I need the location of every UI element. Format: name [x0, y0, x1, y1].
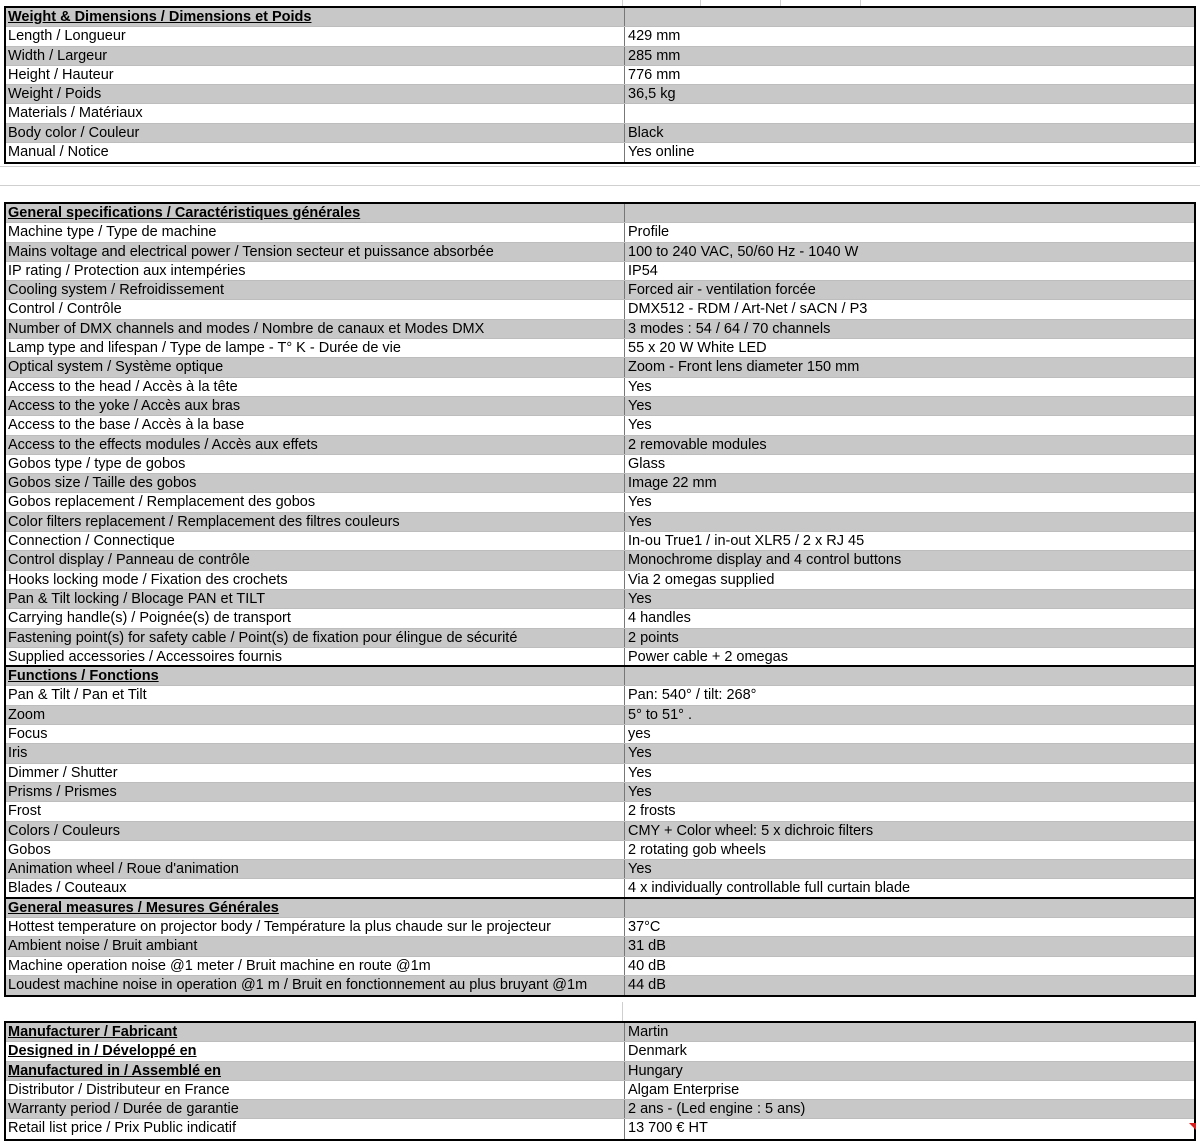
spec-label: Colors / Couleurs	[6, 822, 625, 840]
spec-row	[6, 281, 1194, 300]
spec-value: 2 ans - (Led engine : 5 ans)	[628, 1101, 806, 1118]
spec-value: 2 rotating gob wheels	[628, 841, 766, 858]
spec-label: Ambient noise / Bruit ambiant	[6, 937, 625, 955]
spec-value: 55 x 20 W White LED	[628, 340, 767, 357]
spec-value: Power cable + 2 omegas	[628, 648, 788, 665]
spec-label: Cooling system / Refroidissement	[6, 281, 625, 299]
spec-label: Access to the base / Accès à la base	[6, 416, 625, 434]
spec-row	[6, 104, 1194, 123]
spec-label: Prisms / Prismes	[6, 783, 625, 801]
section-header-row	[6, 8, 1194, 27]
spec-label: Width / Largeur	[6, 47, 625, 65]
spec-label: Body color / Couleur	[6, 124, 625, 142]
spec-row	[6, 243, 1194, 262]
section-manufacturer	[4, 1021, 1196, 1141]
spec-label: Retail list price / Prix Public indicatif	[6, 1119, 625, 1138]
spec-value: Via 2 omegas supplied	[628, 571, 775, 588]
spec-value	[625, 667, 1194, 685]
spec-value: 40 dB	[628, 957, 666, 974]
spec-value: 13 700 € HT	[628, 1120, 708, 1137]
spec-row	[6, 860, 1194, 879]
spec-label: Gobos	[6, 841, 625, 859]
spec-label: Gobos replacement / Remplacement des gobos	[6, 493, 625, 511]
spec-row	[6, 85, 1194, 104]
spec-value: 429 mm	[628, 28, 681, 45]
spec-row	[6, 609, 1194, 628]
spec-row	[6, 590, 1194, 609]
section-header-row	[6, 899, 1194, 918]
spec-label: Loudest machine noise in operation @1 m / Bruit en fonctionnement au plus bruyant @1m	[6, 976, 625, 995]
spec-value	[625, 8, 1194, 26]
spec-label: Gobos size / Taille des gobos	[6, 474, 625, 492]
spec-row	[6, 725, 1194, 744]
spec-value: 2 points	[628, 629, 679, 646]
spec-label: Blades / Couteaux	[6, 879, 625, 896]
spec-label: Focus	[6, 725, 625, 743]
spec-row	[6, 300, 1194, 319]
spec-label: Optical system / Système optique	[6, 358, 625, 376]
spec-row	[6, 937, 1194, 956]
spec-label: Hottest temperature on projector body / Température la plus chaude sur le projecteur	[6, 918, 625, 936]
spec-label: Manual / Notice	[6, 143, 625, 162]
spec-value	[625, 899, 1194, 917]
section-header-row	[6, 667, 1194, 686]
spec-label: Control / Contrôle	[6, 300, 625, 318]
spec-label: Hooks locking mode / Fixation des crochets	[6, 571, 625, 589]
spec-label: General specifications / Caractéristiques générales	[6, 204, 625, 222]
spec-label: Height / Hauteur	[6, 66, 625, 84]
spec-value: 776 mm	[628, 66, 681, 83]
spec-label: General measures / Mesures Générales	[6, 899, 625, 917]
spec-value: Martin	[628, 1024, 669, 1040]
spec-label: Connection / Connectique	[6, 532, 625, 550]
spec-label: Animation wheel / Roue d'animation	[6, 860, 625, 878]
section-header-row	[6, 1023, 1194, 1042]
spec-value: Black	[628, 124, 664, 141]
spec-row	[6, 378, 1194, 397]
spec-value: Yes	[628, 783, 652, 800]
spec-value: DMX512 - RDM / Art-Net / sACN / P3	[628, 301, 868, 318]
spec-label: IP rating / Protection aux intempéries	[6, 262, 625, 280]
spec-row	[6, 879, 1194, 898]
spec-value: IP54	[628, 262, 658, 279]
spec-value: Yes	[628, 590, 652, 607]
section-header-row	[6, 204, 1194, 223]
spec-row	[6, 436, 1194, 455]
spec-row	[6, 493, 1194, 512]
spec-row	[6, 513, 1194, 532]
spec-label: Mains voltage and electrical power / Tension secteur et puissance absorbée	[6, 243, 625, 261]
spec-value: Yes	[628, 417, 652, 434]
spec-row	[6, 532, 1194, 551]
spec-label: Dimmer / Shutter	[6, 764, 625, 782]
spec-label: Manufactured in / Assemblé en	[6, 1062, 625, 1080]
spec-value: Algam Enterprise	[628, 1081, 740, 1098]
spec-value: 36,5 kg	[628, 86, 676, 103]
spec-value: 44 dB	[628, 976, 666, 993]
spec-row	[6, 841, 1194, 860]
spec-label: Control display / Panneau de contrôle	[6, 551, 625, 569]
spec-row	[6, 648, 1194, 667]
spec-row	[6, 358, 1194, 377]
spec-label: Weight / Poids	[6, 85, 625, 103]
spec-value: 100 to 240 VAC, 50/60 Hz - 1040 W	[628, 243, 859, 260]
spec-value: 2 frosts	[628, 803, 676, 820]
spec-label: Distributor / Distributeur en France	[6, 1081, 625, 1099]
spec-value: Yes	[628, 513, 652, 530]
spec-value: CMY + Color wheel: 5 x dichroic filters	[628, 822, 874, 839]
spec-label: Weight & Dimensions / Dimensions et Poids	[6, 8, 625, 26]
spec-row	[6, 957, 1194, 976]
spec-row	[6, 47, 1194, 66]
spec-row	[6, 262, 1194, 281]
spec-row	[6, 551, 1194, 570]
gap-gridline	[0, 166, 1200, 167]
spec-value: 4 handles	[628, 610, 691, 627]
spec-value: Glass	[628, 455, 666, 472]
spec-value: 31 dB	[628, 938, 666, 955]
spec-value: Zoom - Front lens diameter 150 mm	[628, 359, 860, 376]
spec-value: 2 removable modules	[628, 436, 767, 453]
section-weight-dimensions	[4, 6, 1196, 164]
spec-value: Yes	[628, 764, 652, 781]
spec-value: Yes online	[628, 144, 695, 161]
spec-row	[6, 143, 1194, 162]
spec-label: Functions / Fonctions	[6, 667, 625, 685]
spec-value: 3 modes : 54 / 64 / 70 channels	[628, 320, 831, 337]
spec-label: Carrying handle(s) / Poignée(s) de transport	[6, 609, 625, 627]
spec-value: Monochrome display and 4 control buttons	[628, 552, 902, 569]
spec-value: Yes	[628, 494, 652, 511]
spec-row	[6, 455, 1194, 474]
spec-row	[6, 320, 1194, 339]
spec-label: Warranty period / Durée de garantie	[6, 1100, 625, 1118]
spec-row	[6, 474, 1194, 493]
spec-label: Machine operation noise @1 meter / Bruit machine en route @1m	[6, 957, 625, 975]
spec-row	[6, 223, 1194, 242]
spec-value: yes	[628, 726, 651, 743]
spec-value: 4 x individually controllable full curtain blade	[628, 880, 911, 897]
spec-value: 285 mm	[628, 47, 681, 64]
spec-label: Iris	[6, 744, 625, 762]
spec-label: Zoom	[6, 706, 625, 724]
spec-row	[6, 571, 1194, 590]
spec-row	[6, 976, 1194, 995]
spec-label: Frost	[6, 802, 625, 820]
spec-value: Denmark	[628, 1043, 687, 1060]
spec-value: Yes	[628, 745, 652, 762]
spec-row	[6, 744, 1194, 763]
spec-value: Yes	[628, 397, 652, 414]
spec-label: Pan & Tilt locking / Blocage PAN et TILT	[6, 590, 625, 608]
spec-label: Access to the yoke / Accès aux bras	[6, 397, 625, 415]
spec-row	[6, 1119, 1194, 1138]
spec-value: Yes	[628, 378, 652, 395]
spec-row	[6, 802, 1194, 821]
spec-row	[6, 397, 1194, 416]
spec-row	[6, 764, 1194, 783]
spec-label: Length / Longueur	[6, 27, 625, 45]
spec-value: 37°C	[628, 918, 661, 935]
section-header-row	[6, 1062, 1194, 1081]
spec-label: Pan & Tilt / Pan et Tilt	[6, 686, 625, 704]
spec-value: Yes	[628, 861, 652, 878]
spec-row	[6, 1081, 1194, 1100]
section-general-specifications	[4, 202, 1196, 997]
spec-row	[6, 686, 1194, 705]
spec-row	[6, 783, 1194, 802]
spec-label: Access to the head / Accès à la tête	[6, 378, 625, 396]
section-header-row	[6, 1042, 1194, 1061]
spec-label: Materials / Matériaux	[6, 104, 625, 122]
spec-value	[625, 204, 1194, 222]
spec-row	[6, 27, 1194, 46]
spec-row	[6, 1100, 1194, 1119]
spec-value: 5° to 51° .	[628, 706, 692, 723]
spec-label: Lamp type and lifespan / Type de lampe - T° K - Durée de vie	[6, 339, 625, 357]
spec-value: In-ou True1 / in-out XLR5 / 2 x RJ 45	[628, 533, 865, 550]
spec-label: Number of DMX channels and modes / Nombre de canaux et Modes DMX	[6, 320, 625, 338]
spec-label: Gobos type / type de gobos	[6, 455, 625, 473]
spec-value: Pan: 540° / tilt: 268°	[628, 687, 757, 704]
spec-label: Supplied accessories / Accessoires fournis	[6, 648, 625, 665]
comment-marker-icon	[1189, 1123, 1196, 1130]
spec-label: Designed in / Développé en	[6, 1042, 625, 1060]
spec-value: Hungary	[628, 1062, 683, 1079]
spec-row	[6, 706, 1194, 725]
gap-gridline	[0, 185, 1200, 186]
spec-label: Color filters replacement / Remplacement des filtres couleurs	[6, 513, 625, 531]
spec-value: Profile	[628, 224, 670, 241]
spec-value: Forced air - ventilation forcée	[628, 282, 816, 299]
spec-row	[6, 416, 1194, 435]
spec-label: Access to the effects modules / Accès aux effets	[6, 436, 625, 454]
spec-row	[6, 124, 1194, 143]
spec-row	[6, 822, 1194, 841]
spec-label: Fastening point(s) for safety cable / Point(s) de fixation pour élingue de sécurité	[6, 629, 625, 647]
spec-row	[6, 629, 1194, 648]
spec-value: Image 22 mm	[628, 475, 717, 492]
spec-row	[6, 918, 1194, 937]
spec-row	[6, 339, 1194, 358]
spec-label: Manufacturer / Fabricant	[6, 1023, 625, 1041]
spec-value	[625, 104, 1194, 122]
spec-row	[6, 66, 1194, 85]
gap-gridline	[622, 1002, 623, 1022]
spec-label: Machine type / Type de machine	[6, 223, 625, 241]
